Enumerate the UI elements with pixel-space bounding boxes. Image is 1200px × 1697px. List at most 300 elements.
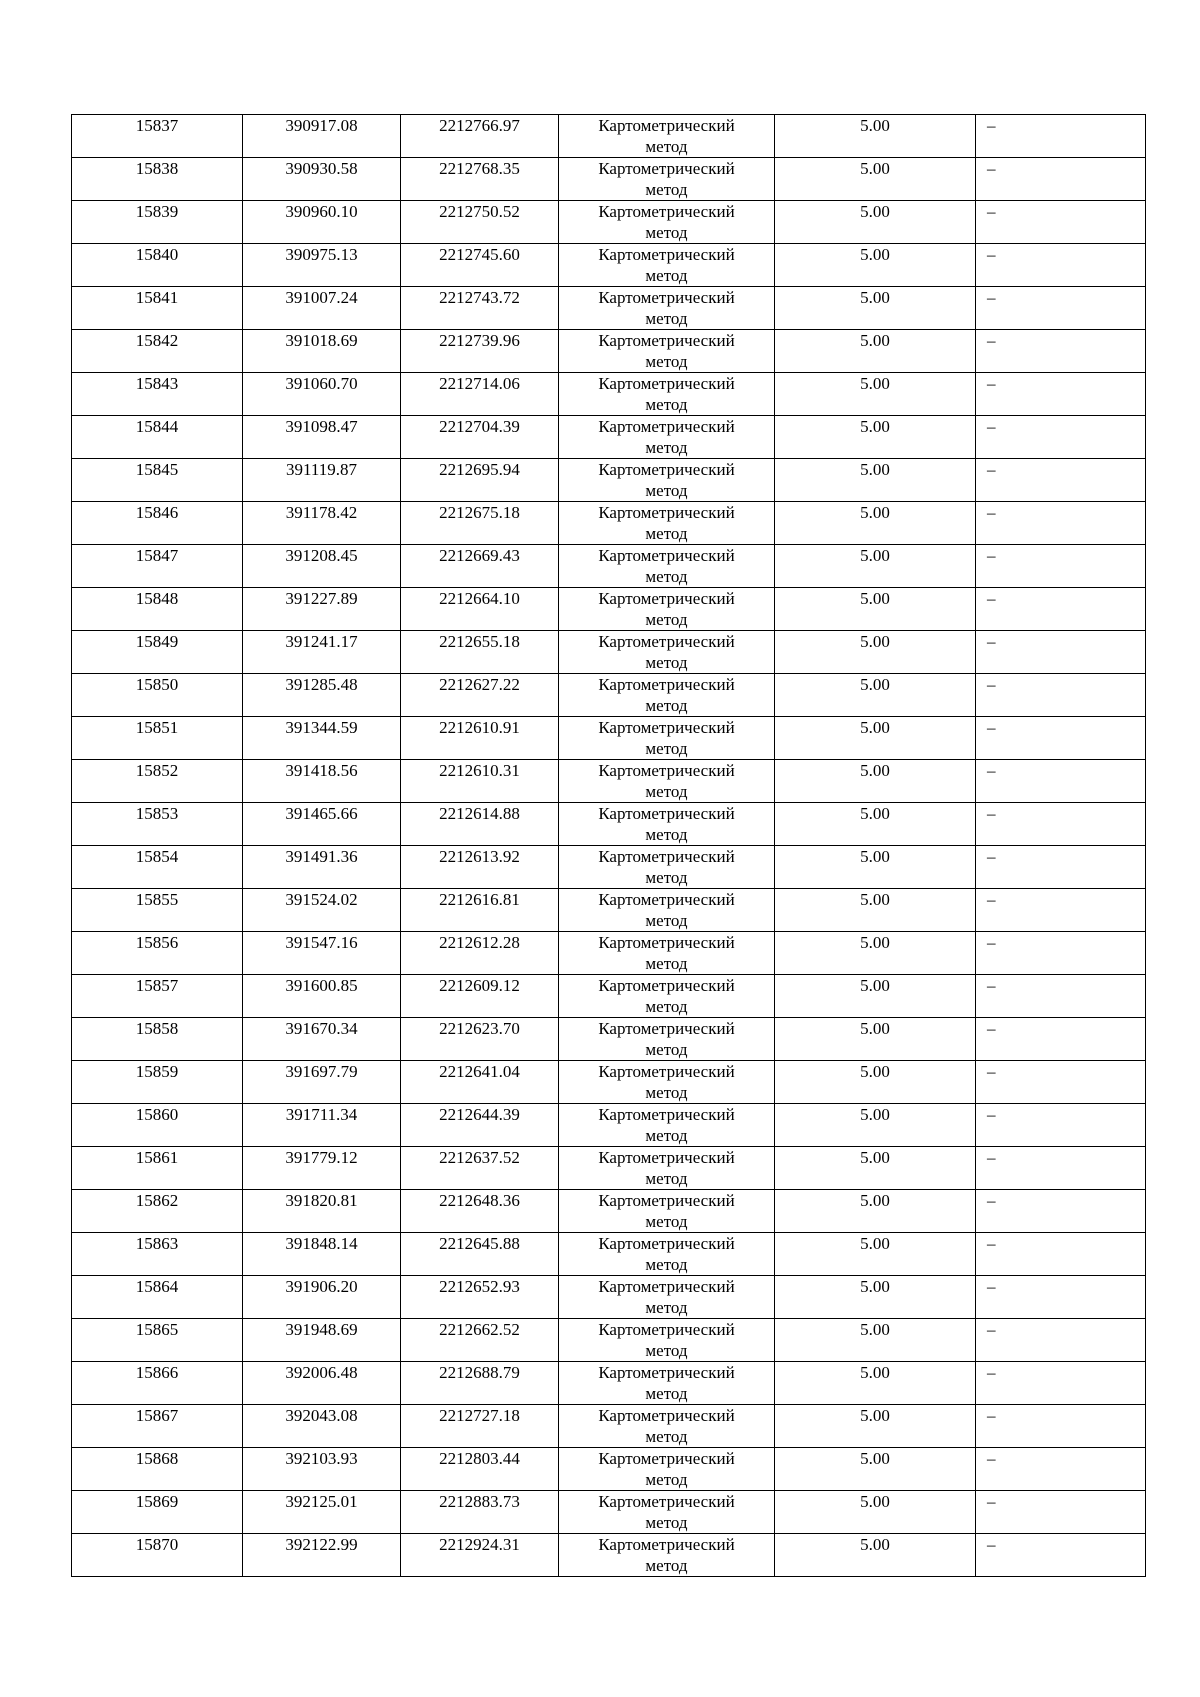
y-coordinate-cell: 2212695.94 (401, 459, 559, 502)
table-row (72, 803, 1146, 846)
method-label-line1: Картометрический (598, 1406, 735, 1425)
method-label-line1: Картометрический (598, 890, 735, 909)
point-number-cell: 15838 (72, 158, 243, 201)
method-label-line1: Картометрический (598, 245, 735, 264)
method-cell (559, 244, 775, 287)
description-cell: – (976, 760, 1146, 803)
point-number-cell: 15865 (72, 1319, 243, 1362)
x-coordinate-cell: 391491.36 (243, 846, 401, 889)
method-cell (559, 975, 775, 1018)
y-coordinate-cell: 2212739.96 (401, 330, 559, 373)
description-cell: – (976, 1104, 1146, 1147)
description-cell: – (976, 201, 1146, 244)
accuracy-cell: 5.00 (775, 1233, 976, 1276)
x-coordinate-cell: 391820.81 (243, 1190, 401, 1233)
point-number-cell: 15860 (72, 1104, 243, 1147)
description-cell: – (976, 1233, 1146, 1276)
accuracy-cell: 5.00 (775, 115, 976, 158)
y-coordinate-cell: 2212924.31 (401, 1534, 559, 1577)
description-cell: – (976, 846, 1146, 889)
description-cell: – (976, 975, 1146, 1018)
method-cell (559, 330, 775, 373)
point-number-cell: 15847 (72, 545, 243, 588)
method-label-line2: метод (645, 395, 688, 414)
point-number-cell: 15842 (72, 330, 243, 373)
method-cell (559, 1319, 775, 1362)
description-cell: – (976, 674, 1146, 717)
method-cell (559, 459, 775, 502)
y-coordinate-cell: 2212688.79 (401, 1362, 559, 1405)
table-row (72, 330, 1146, 373)
table-row (72, 201, 1146, 244)
table-row (72, 975, 1146, 1018)
description-cell: – (976, 717, 1146, 760)
x-coordinate-cell: 392125.01 (243, 1491, 401, 1534)
y-coordinate-cell: 2212613.92 (401, 846, 559, 889)
accuracy-cell: 5.00 (775, 631, 976, 674)
table-row (72, 416, 1146, 459)
accuracy-cell: 5.00 (775, 244, 976, 287)
x-coordinate-cell: 391208.45 (243, 545, 401, 588)
accuracy-cell: 5.00 (775, 932, 976, 975)
description-cell: – (976, 545, 1146, 588)
y-coordinate-cell: 2212641.04 (401, 1061, 559, 1104)
table-row (72, 545, 1146, 588)
method-label-line1: Картометрический (598, 1320, 735, 1339)
accuracy-cell: 5.00 (775, 1534, 976, 1577)
point-number-cell: 15853 (72, 803, 243, 846)
method-cell (559, 1534, 775, 1577)
method-cell (559, 115, 775, 158)
accuracy-cell: 5.00 (775, 545, 976, 588)
x-coordinate-cell: 391344.59 (243, 717, 401, 760)
accuracy-cell: 5.00 (775, 459, 976, 502)
accuracy-cell: 5.00 (775, 803, 976, 846)
x-coordinate-cell: 391178.42 (243, 502, 401, 545)
x-coordinate-cell: 391119.87 (243, 459, 401, 502)
y-coordinate-cell: 2212612.28 (401, 932, 559, 975)
point-number-cell: 15856 (72, 932, 243, 975)
x-coordinate-cell: 391418.56 (243, 760, 401, 803)
method-cell (559, 1491, 775, 1534)
method-cell (559, 416, 775, 459)
point-number-cell: 15837 (72, 115, 243, 158)
table-row (72, 1534, 1146, 1577)
table-body (72, 115, 1146, 1577)
method-cell (559, 1190, 775, 1233)
method-label-line2: метод (645, 1298, 688, 1317)
method-label-line1: Картометрический (598, 116, 735, 135)
method-cell (559, 287, 775, 330)
x-coordinate-cell: 390917.08 (243, 115, 401, 158)
point-number-cell: 15841 (72, 287, 243, 330)
point-number-cell: 15844 (72, 416, 243, 459)
description-cell: – (976, 1448, 1146, 1491)
y-coordinate-cell: 2212664.10 (401, 588, 559, 631)
accuracy-cell: 5.00 (775, 1362, 976, 1405)
method-label-line2: метод (645, 997, 688, 1016)
x-coordinate-cell: 391848.14 (243, 1233, 401, 1276)
point-number-cell: 15848 (72, 588, 243, 631)
point-number-cell: 15855 (72, 889, 243, 932)
accuracy-cell: 5.00 (775, 158, 976, 201)
y-coordinate-cell: 2212669.43 (401, 545, 559, 588)
x-coordinate-cell: 391524.02 (243, 889, 401, 932)
table-row (72, 674, 1146, 717)
method-label-line1: Картометрический (598, 847, 735, 866)
description-cell: – (976, 330, 1146, 373)
method-cell (559, 373, 775, 416)
method-label-line1: Картометрический (598, 1019, 735, 1038)
method-label-line2: метод (645, 137, 688, 156)
coordinates-table (71, 114, 1146, 1577)
x-coordinate-cell: 390960.10 (243, 201, 401, 244)
accuracy-cell: 5.00 (775, 1276, 976, 1319)
method-label-line2: метод (645, 1384, 688, 1403)
y-coordinate-cell: 2212768.35 (401, 158, 559, 201)
method-label-line2: метод (645, 696, 688, 715)
point-number-cell: 15866 (72, 1362, 243, 1405)
x-coordinate-cell: 391227.89 (243, 588, 401, 631)
point-number-cell: 15850 (72, 674, 243, 717)
method-label-line1: Картометрический (598, 933, 735, 952)
method-label-line2: метод (645, 1212, 688, 1231)
x-coordinate-cell: 391241.17 (243, 631, 401, 674)
x-coordinate-cell: 391948.69 (243, 1319, 401, 1362)
point-number-cell: 15867 (72, 1405, 243, 1448)
method-label-line2: метод (645, 352, 688, 371)
method-label-line1: Картометрический (598, 1277, 735, 1296)
method-label-line2: метод (645, 481, 688, 500)
accuracy-cell: 5.00 (775, 1061, 976, 1104)
x-coordinate-cell: 391465.66 (243, 803, 401, 846)
table-row (72, 1405, 1146, 1448)
x-coordinate-cell: 392103.93 (243, 1448, 401, 1491)
accuracy-cell: 5.00 (775, 760, 976, 803)
method-label-line2: метод (645, 438, 688, 457)
method-label-line1: Картометрический (598, 976, 735, 995)
method-cell (559, 158, 775, 201)
table-row (72, 1319, 1146, 1362)
method-label-line2: метод (645, 1040, 688, 1059)
point-number-cell: 15846 (72, 502, 243, 545)
method-label-line1: Картометрический (598, 1105, 735, 1124)
accuracy-cell: 5.00 (775, 975, 976, 1018)
method-label-line2: метод (645, 1255, 688, 1274)
y-coordinate-cell: 2212727.18 (401, 1405, 559, 1448)
description-cell: – (976, 244, 1146, 287)
method-label-line1: Картометрический (598, 460, 735, 479)
description-cell: – (976, 1491, 1146, 1534)
method-cell (559, 1276, 775, 1319)
y-coordinate-cell: 2212610.31 (401, 760, 559, 803)
method-cell (559, 631, 775, 674)
method-label-line2: метод (645, 266, 688, 285)
method-cell (559, 545, 775, 588)
method-cell (559, 1018, 775, 1061)
table-row (72, 1362, 1146, 1405)
accuracy-cell: 5.00 (775, 1405, 976, 1448)
accuracy-cell: 5.00 (775, 502, 976, 545)
description-cell: – (976, 1190, 1146, 1233)
x-coordinate-cell: 392006.48 (243, 1362, 401, 1405)
description-cell: – (976, 1362, 1146, 1405)
y-coordinate-cell: 2212610.91 (401, 717, 559, 760)
accuracy-cell: 5.00 (775, 416, 976, 459)
point-number-cell: 15862 (72, 1190, 243, 1233)
table-row (72, 846, 1146, 889)
y-coordinate-cell: 2212745.60 (401, 244, 559, 287)
point-number-cell: 15845 (72, 459, 243, 502)
y-coordinate-cell: 2212652.93 (401, 1276, 559, 1319)
y-coordinate-cell: 2212803.44 (401, 1448, 559, 1491)
accuracy-cell: 5.00 (775, 588, 976, 631)
method-label-line2: метод (645, 524, 688, 543)
y-coordinate-cell: 2212655.18 (401, 631, 559, 674)
method-cell (559, 1104, 775, 1147)
y-coordinate-cell: 2212648.36 (401, 1190, 559, 1233)
method-label-line1: Картометрический (598, 1234, 735, 1253)
point-number-cell: 15870 (72, 1534, 243, 1577)
y-coordinate-cell: 2212644.39 (401, 1104, 559, 1147)
method-label-line2: метод (645, 1427, 688, 1446)
method-label-line1: Картометрический (598, 1148, 735, 1167)
table-row (72, 1276, 1146, 1319)
point-number-cell: 15851 (72, 717, 243, 760)
description-cell: – (976, 287, 1146, 330)
table-row (72, 932, 1146, 975)
description-cell: – (976, 1405, 1146, 1448)
y-coordinate-cell: 2212609.12 (401, 975, 559, 1018)
table-row (72, 889, 1146, 932)
table-row (72, 287, 1146, 330)
y-coordinate-cell: 2212714.06 (401, 373, 559, 416)
x-coordinate-cell: 391779.12 (243, 1147, 401, 1190)
method-cell (559, 502, 775, 545)
method-label-line2: метод (645, 1513, 688, 1532)
method-label-line2: метод (645, 868, 688, 887)
description-cell: – (976, 1018, 1146, 1061)
method-cell (559, 1448, 775, 1491)
description-cell: – (976, 1319, 1146, 1362)
method-label-line1: Картометрический (598, 1492, 735, 1511)
accuracy-cell: 5.00 (775, 373, 976, 416)
point-number-cell: 15857 (72, 975, 243, 1018)
method-label-line2: метод (645, 180, 688, 199)
method-label-line1: Картометрический (598, 288, 735, 307)
accuracy-cell: 5.00 (775, 201, 976, 244)
accuracy-cell: 5.00 (775, 1491, 976, 1534)
table-row (72, 1104, 1146, 1147)
method-label-line2: метод (645, 739, 688, 758)
point-number-cell: 15854 (72, 846, 243, 889)
table-row (72, 588, 1146, 631)
point-number-cell: 15863 (72, 1233, 243, 1276)
point-number-cell: 15868 (72, 1448, 243, 1491)
accuracy-cell: 5.00 (775, 287, 976, 330)
accuracy-cell: 5.00 (775, 1104, 976, 1147)
method-label-line1: Картометрический (598, 159, 735, 178)
description-cell: – (976, 416, 1146, 459)
y-coordinate-cell: 2212614.88 (401, 803, 559, 846)
accuracy-cell: 5.00 (775, 330, 976, 373)
x-coordinate-cell: 390975.13 (243, 244, 401, 287)
table-row (72, 1018, 1146, 1061)
point-number-cell: 15852 (72, 760, 243, 803)
table-row (72, 1190, 1146, 1233)
accuracy-cell: 5.00 (775, 717, 976, 760)
point-number-cell: 15839 (72, 201, 243, 244)
x-coordinate-cell: 392122.99 (243, 1534, 401, 1577)
method-cell (559, 201, 775, 244)
method-label-line2: метод (645, 1556, 688, 1575)
table-row (72, 1448, 1146, 1491)
x-coordinate-cell: 391060.70 (243, 373, 401, 416)
point-number-cell: 15840 (72, 244, 243, 287)
description-cell: – (976, 1147, 1146, 1190)
method-label-line1: Картометрический (598, 374, 735, 393)
accuracy-cell: 5.00 (775, 1018, 976, 1061)
method-cell (559, 889, 775, 932)
method-cell (559, 932, 775, 975)
y-coordinate-cell: 2212743.72 (401, 287, 559, 330)
table-row (72, 115, 1146, 158)
method-label-line1: Картометрический (598, 632, 735, 651)
method-label-line1: Картометрический (598, 804, 735, 823)
method-label-line2: метод (645, 1341, 688, 1360)
method-cell (559, 760, 775, 803)
x-coordinate-cell: 391697.79 (243, 1061, 401, 1104)
point-number-cell: 15849 (72, 631, 243, 674)
x-coordinate-cell: 391098.47 (243, 416, 401, 459)
description-cell: – (976, 502, 1146, 545)
description-cell: – (976, 1276, 1146, 1319)
accuracy-cell: 5.00 (775, 1448, 976, 1491)
method-label-line2: метод (645, 1083, 688, 1102)
table-row (72, 1491, 1146, 1534)
description-cell: – (976, 889, 1146, 932)
method-label-line1: Картометрический (598, 417, 735, 436)
table-row (72, 158, 1146, 201)
method-label-line1: Картометрический (598, 546, 735, 565)
method-cell (559, 1061, 775, 1104)
method-label-line1: Картометрический (598, 1191, 735, 1210)
point-number-cell: 15861 (72, 1147, 243, 1190)
method-cell (559, 1233, 775, 1276)
table-row (72, 459, 1146, 502)
accuracy-cell: 5.00 (775, 674, 976, 717)
method-label-line2: метод (645, 309, 688, 328)
description-cell: – (976, 1061, 1146, 1104)
accuracy-cell: 5.00 (775, 1319, 976, 1362)
table-row (72, 717, 1146, 760)
method-label-line2: метод (645, 567, 688, 586)
method-label-line1: Картометрический (598, 1535, 735, 1554)
y-coordinate-cell: 2212645.88 (401, 1233, 559, 1276)
x-coordinate-cell: 391018.69 (243, 330, 401, 373)
description-cell: – (976, 588, 1146, 631)
description-cell: – (976, 373, 1146, 416)
method-cell (559, 1362, 775, 1405)
table-row (72, 244, 1146, 287)
table-row (72, 1233, 1146, 1276)
method-label-line2: метод (645, 825, 688, 844)
description-cell: – (976, 158, 1146, 201)
table-row (72, 760, 1146, 803)
y-coordinate-cell: 2212616.81 (401, 889, 559, 932)
description-cell: – (976, 115, 1146, 158)
method-cell (559, 717, 775, 760)
method-label-line2: метод (645, 782, 688, 801)
accuracy-cell: 5.00 (775, 1147, 976, 1190)
description-cell: – (976, 1534, 1146, 1577)
method-label-line1: Картометрический (598, 331, 735, 350)
point-number-cell: 15859 (72, 1061, 243, 1104)
method-label-line1: Картометрический (598, 202, 735, 221)
table-row (72, 373, 1146, 416)
method-label-line2: метод (645, 911, 688, 930)
method-label-line2: метод (645, 1470, 688, 1489)
point-number-cell: 15843 (72, 373, 243, 416)
x-coordinate-cell: 391670.34 (243, 1018, 401, 1061)
method-label-line1: Картометрический (598, 718, 735, 737)
method-label-line1: Картометрический (598, 761, 735, 780)
y-coordinate-cell: 2212675.18 (401, 502, 559, 545)
point-number-cell: 15869 (72, 1491, 243, 1534)
y-coordinate-cell: 2212662.52 (401, 1319, 559, 1362)
method-cell (559, 803, 775, 846)
x-coordinate-cell: 392043.08 (243, 1405, 401, 1448)
x-coordinate-cell: 391007.24 (243, 287, 401, 330)
method-label-line1: Картометрический (598, 1363, 735, 1382)
table-row (72, 1147, 1146, 1190)
method-label-line1: Картометрический (598, 675, 735, 694)
x-coordinate-cell: 390930.58 (243, 158, 401, 201)
point-number-cell: 15864 (72, 1276, 243, 1319)
method-label-line2: метод (645, 954, 688, 973)
y-coordinate-cell: 2212766.97 (401, 115, 559, 158)
point-number-cell: 15858 (72, 1018, 243, 1061)
method-cell (559, 588, 775, 631)
table-row (72, 631, 1146, 674)
y-coordinate-cell: 2212627.22 (401, 674, 559, 717)
method-cell (559, 846, 775, 889)
y-coordinate-cell: 2212704.39 (401, 416, 559, 459)
method-label-line1: Картометрический (598, 1449, 735, 1468)
method-label-line1: Картометрический (598, 503, 735, 522)
x-coordinate-cell: 391711.34 (243, 1104, 401, 1147)
accuracy-cell: 5.00 (775, 889, 976, 932)
accuracy-cell: 5.00 (775, 846, 976, 889)
description-cell: – (976, 932, 1146, 975)
method-label-line2: метод (645, 223, 688, 242)
method-cell (559, 1147, 775, 1190)
x-coordinate-cell: 391600.85 (243, 975, 401, 1018)
accuracy-cell: 5.00 (775, 1190, 976, 1233)
x-coordinate-cell: 391547.16 (243, 932, 401, 975)
method-label-line2: метод (645, 1126, 688, 1145)
y-coordinate-cell: 2212883.73 (401, 1491, 559, 1534)
method-label-line2: метод (645, 653, 688, 672)
method-label-line2: метод (645, 1169, 688, 1188)
description-cell: – (976, 631, 1146, 674)
method-label-line1: Картометрический (598, 589, 735, 608)
table-row (72, 502, 1146, 545)
method-cell (559, 1405, 775, 1448)
y-coordinate-cell: 2212637.52 (401, 1147, 559, 1190)
y-coordinate-cell: 2212623.70 (401, 1018, 559, 1061)
method-cell (559, 674, 775, 717)
